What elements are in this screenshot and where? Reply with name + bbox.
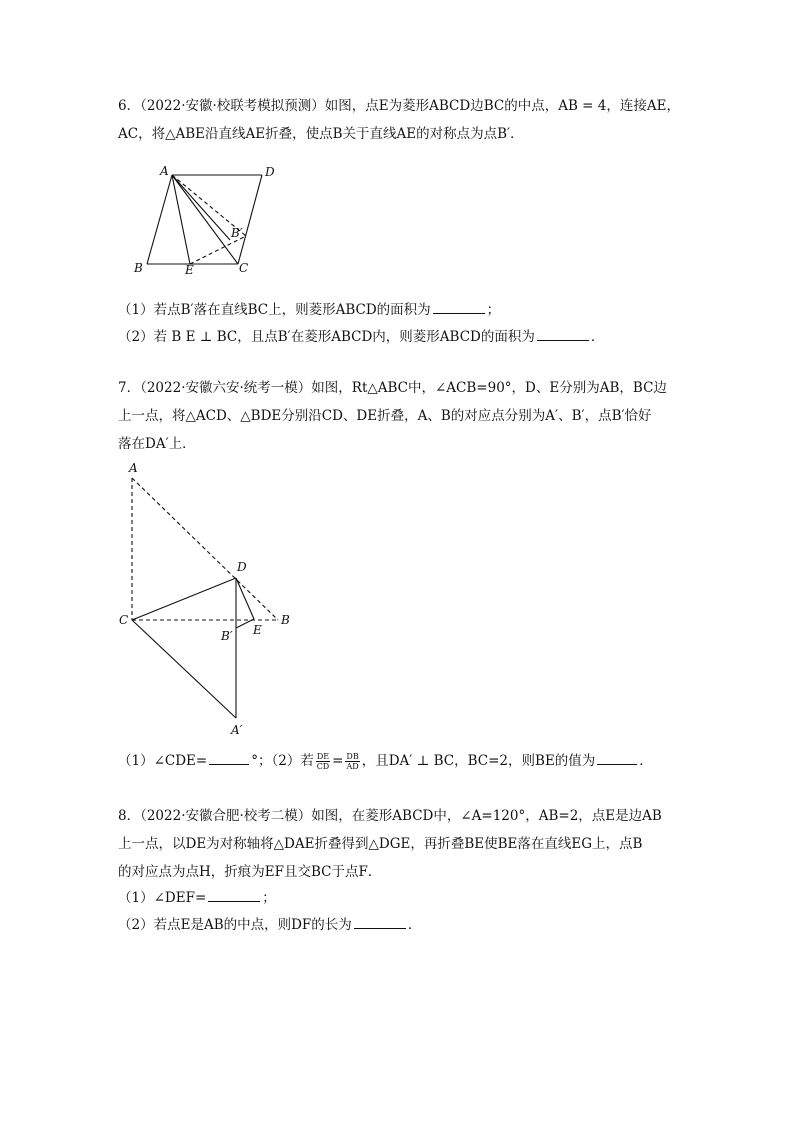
q7-label-A: A bbox=[129, 461, 138, 475]
q8-sub2-text: （2）若点E是AB的中点，则DF的长为 bbox=[118, 917, 352, 933]
q6-sub2-text: （2）若 B E ⊥ BC，且点B′在菱形ABCD内，则菱形ABCD的面积为 bbox=[118, 329, 535, 345]
q7-blank1[interactable] bbox=[209, 751, 249, 765]
q6-sub1-end: ； bbox=[486, 302, 501, 318]
q6-sub2 bbox=[118, 327, 604, 347]
q8-sub2-blank[interactable] bbox=[354, 915, 406, 929]
q7-label-C: C bbox=[119, 613, 129, 627]
q7-line3: 落在DA′上． bbox=[118, 436, 196, 452]
q6-sub2-blank[interactable] bbox=[537, 327, 589, 341]
q7-label-B: B bbox=[281, 613, 290, 627]
q7-frac2-den: AD bbox=[346, 762, 359, 771]
q8-sub1 bbox=[118, 888, 276, 908]
q8-sub1-blank[interactable] bbox=[208, 888, 260, 902]
q8-sub1-end: ； bbox=[262, 890, 276, 906]
q7-sub-a: （1）∠CDE= bbox=[118, 753, 208, 769]
q6-sub2-end: ． bbox=[590, 329, 605, 345]
q7-sub-end: ． bbox=[639, 753, 653, 769]
q7-eq: = bbox=[332, 753, 344, 769]
q7-frac2-num: DB bbox=[346, 752, 359, 761]
q6-line2: AC，将△ABE沿直线AE折叠，使点B关于直线AE的对称点为点B′． bbox=[118, 126, 524, 142]
q8-line1: 8．（2022·安徽合肥·校考二模）如图，在菱形ABCD中，∠A=120°，AB=2，点E是边AB bbox=[118, 808, 662, 824]
q6-label-E: E bbox=[185, 263, 194, 277]
q6-label-A: A bbox=[160, 164, 169, 178]
q7-label-Ap: A′ bbox=[231, 723, 243, 737]
q6-label-D: D bbox=[265, 165, 275, 179]
q6-label-B: B bbox=[134, 261, 143, 275]
q6-label-C: C bbox=[239, 261, 249, 275]
q7-sub bbox=[118, 751, 653, 771]
q7-line1: 7．（2022·安徽六安·统考一模）如图，Rt△ABC中，∠ACB=90°，D、E分别为AB，BC边 bbox=[118, 380, 667, 396]
q6-sub1 bbox=[118, 300, 500, 320]
q7-sub-b: °；（2）若 bbox=[251, 753, 314, 769]
q7-label-E: E bbox=[253, 623, 262, 637]
q8-line2: 上一点，以DE为对称轴将△DAE折叠得到△DGE，再折叠BE使BE落在直线EG上，点B bbox=[118, 836, 643, 852]
q8-line3: 的对应点为点H，折痕为EF且交BC于点F． bbox=[118, 864, 382, 880]
q7-line2: 上一点，将△ACD、△BDE分别沿CD、DE折叠，A、B的对应点分别为A′、B′，点B′恰好 bbox=[118, 408, 652, 424]
q7-sub-c: ，且DA′ ⊥ BC，BC=2，则BE的值为 bbox=[361, 753, 596, 769]
q7-frac2 bbox=[345, 752, 359, 771]
q7-blank2[interactable] bbox=[597, 751, 637, 765]
q6-sub1-blank[interactable] bbox=[433, 300, 485, 314]
q8-sub2-end: ． bbox=[407, 917, 422, 933]
q7-figure bbox=[115, 458, 305, 740]
q8-sub1-text: （1）∠DEF= bbox=[118, 890, 207, 906]
q6-sub1-text: （1）若点B′落在直线BC上，则菱形ABCD的面积为 bbox=[118, 302, 431, 318]
q7-frac1 bbox=[316, 752, 330, 771]
q8-sub2 bbox=[118, 915, 421, 935]
q7-frac1-den: CD bbox=[316, 762, 330, 771]
q6-figure bbox=[130, 160, 290, 280]
q6-label-Bp: B′ bbox=[231, 226, 243, 240]
q7-label-Bp: B′ bbox=[221, 629, 233, 643]
q6-line1: 6．（2022·安徽·校联考模拟预测）如图，点E为菱形ABCD边BC的中点，AB = 4，连接AE， bbox=[118, 98, 680, 114]
q7-frac1-num: DE bbox=[316, 752, 330, 761]
q7-label-D: D bbox=[237, 560, 247, 574]
